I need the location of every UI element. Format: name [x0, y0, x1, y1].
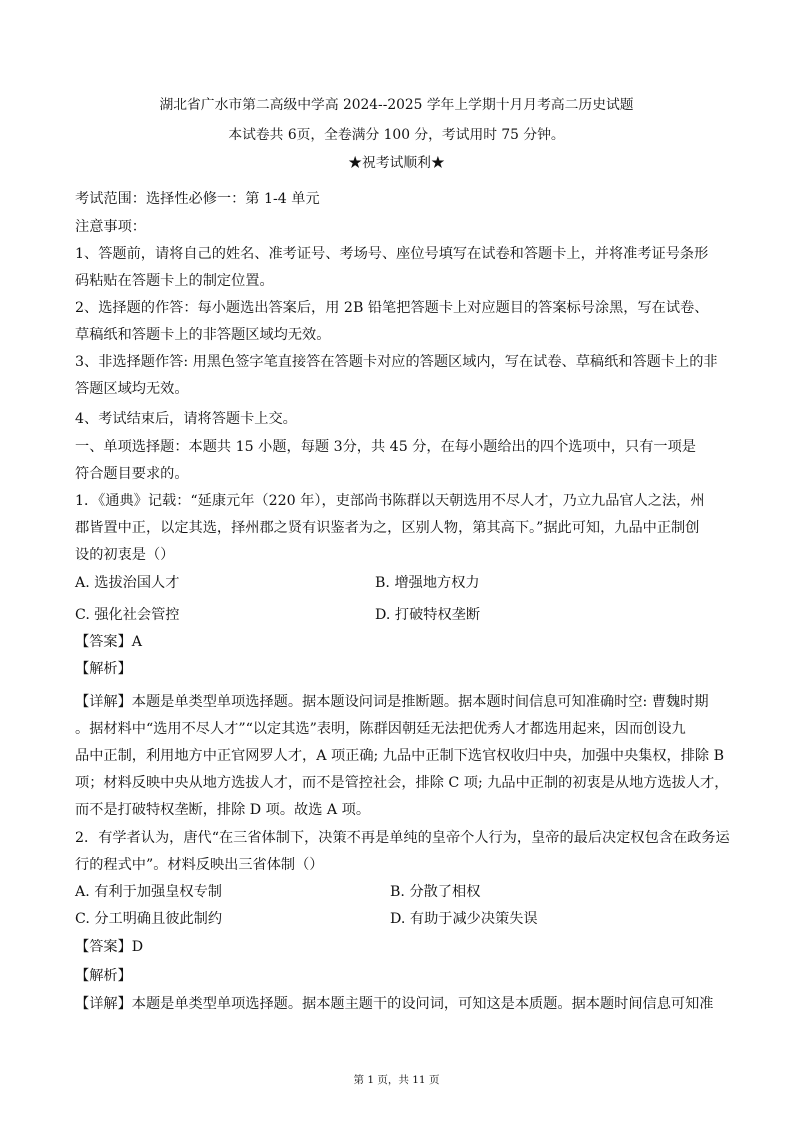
section-1-intro-line-1: 一、单项选择题：本题共 15 小题，每题 3分，共 45 分，在每小题给出的四个选项中，只有一项是 — [75, 439, 696, 455]
page-number-footer: 第 1 页，共 11 页 — [353, 1074, 440, 1086]
question-2-option-b: B. 分散了相权 — [390, 884, 481, 900]
question-1-detail-line-2: 。据材料中“选用不尽人才”“以定其选”表明，陈群因朝廷无法把优秀人才都选用起来，因而创设九 — [75, 721, 686, 737]
question-1-detail-line-4: 项；材料反映中央从地方选拔人才，而不是管控社会，排除 C 项; 九品中正制的初衷是从地方选拔人才， — [75, 775, 729, 791]
question-1-option-a: A. 选拔治国人才 — [75, 575, 180, 591]
question-2-detail-line-1: 【详解】本题是单类型单项选择题。据本题主题干的设问词，可知这是本质题。据本题时间信息可知准 — [75, 996, 714, 1012]
question-1-stem-line-3: 设的初衷是（） — [75, 547, 175, 563]
note-2-line-1: 2、选择题的作答：每小题选出答案后，用 2B 铅笔把答题卡上对应题目的答案标号涂黑，写在试卷、 — [75, 300, 709, 316]
note-3-line-1: 3、非选择题作答: 用黑色签字笔直接答在答题卡对应的答题区域内，写在试卷、草稿纸和答题卡上的非 — [75, 354, 718, 370]
exam-scope: 考试范围：选择性必修一：第 1-4 单元 — [75, 191, 320, 207]
exam-info: 本试卷共 6页，全卷满分 100 分，考试用时 75 分钟。 — [228, 127, 565, 143]
question-1-detail-line-5: 而不是打破特权垄断，排除 D 项。故选 A 项。 — [75, 802, 371, 818]
question-1-stem-line-2: 郡皆置中正，以定其选，择州郡之贤有识鉴者为之，区别人物，第其高下。”据此可知，九品中正制创 — [75, 520, 700, 536]
note-1-line-1: 1、答题前，请将自己的姓名、准考证号、考场号、座位号填写在试卷和答题卡上，并将准考证号条形 — [75, 246, 709, 262]
question-2-answer: 【答案】D — [75, 939, 144, 955]
question-2-stem-line-1: 2．有学者认为，唐代“在三省体制下，决策不再是单纯的皇帝个人行为，皇帝的最后决定权包含在政务运 — [75, 830, 730, 846]
question-2-option-d: D. 有助于减少决策失误 — [390, 911, 538, 927]
question-1-analysis-title: 【解析】 — [75, 661, 132, 677]
note-4: 4、考试结束后，请将答题卡上交。 — [75, 411, 297, 427]
question-1-option-c: C. 强化社会管控 — [75, 607, 180, 623]
question-2-option-c: C. 分工明确且彼此制约 — [75, 911, 223, 927]
question-2-option-a: A. 有利于加强皇权专制 — [75, 884, 222, 900]
question-1-detail-line-1: 【详解】本题是单类型单项选择题。据本题设问词是推断题。据本题时间信息可知准确时空: 曹魏时期 — [75, 694, 709, 710]
good-luck-line: ★祝考试顺利★ — [348, 155, 445, 171]
question-1-answer: 【答案】A — [75, 634, 142, 650]
page-title: 湖北省广水市第二高级中学高 2024--2025 学年上学期十月月考高二历史试题 — [159, 97, 634, 113]
note-2-line-2: 草稿纸和答题卡上的非答题区域均无效。 — [75, 327, 331, 343]
question-1-detail-line-3: 品中正制，利用地方中正官网罗人才，A 项正确; 九品中正制下选官权收归中央，加强中央集权，排除 B — [75, 748, 725, 764]
section-1-intro-line-2: 符合题目要求的。 — [75, 466, 189, 482]
notes-title: 注意事项： — [75, 219, 146, 235]
question-1-stem-line-1: 1．《通典》记载：“延康元年（220 年），吏部尚书陈群以天朝选用不尽人才，乃立九品官人之法，州 — [75, 493, 705, 509]
question-1-option-d: D. 打破特权垄断 — [375, 607, 481, 623]
question-2-stem-line-2: 行的程式中”。材料反映出三省体制（） — [75, 857, 324, 873]
question-1-option-b: B. 增强地方权力 — [375, 575, 480, 591]
question-2-analysis-title: 【解析】 — [75, 968, 132, 984]
note-3-line-2: 答题区域均无效。 — [75, 381, 189, 397]
note-1-line-2: 码粘贴在答题卡上的制定位置。 — [75, 273, 274, 289]
